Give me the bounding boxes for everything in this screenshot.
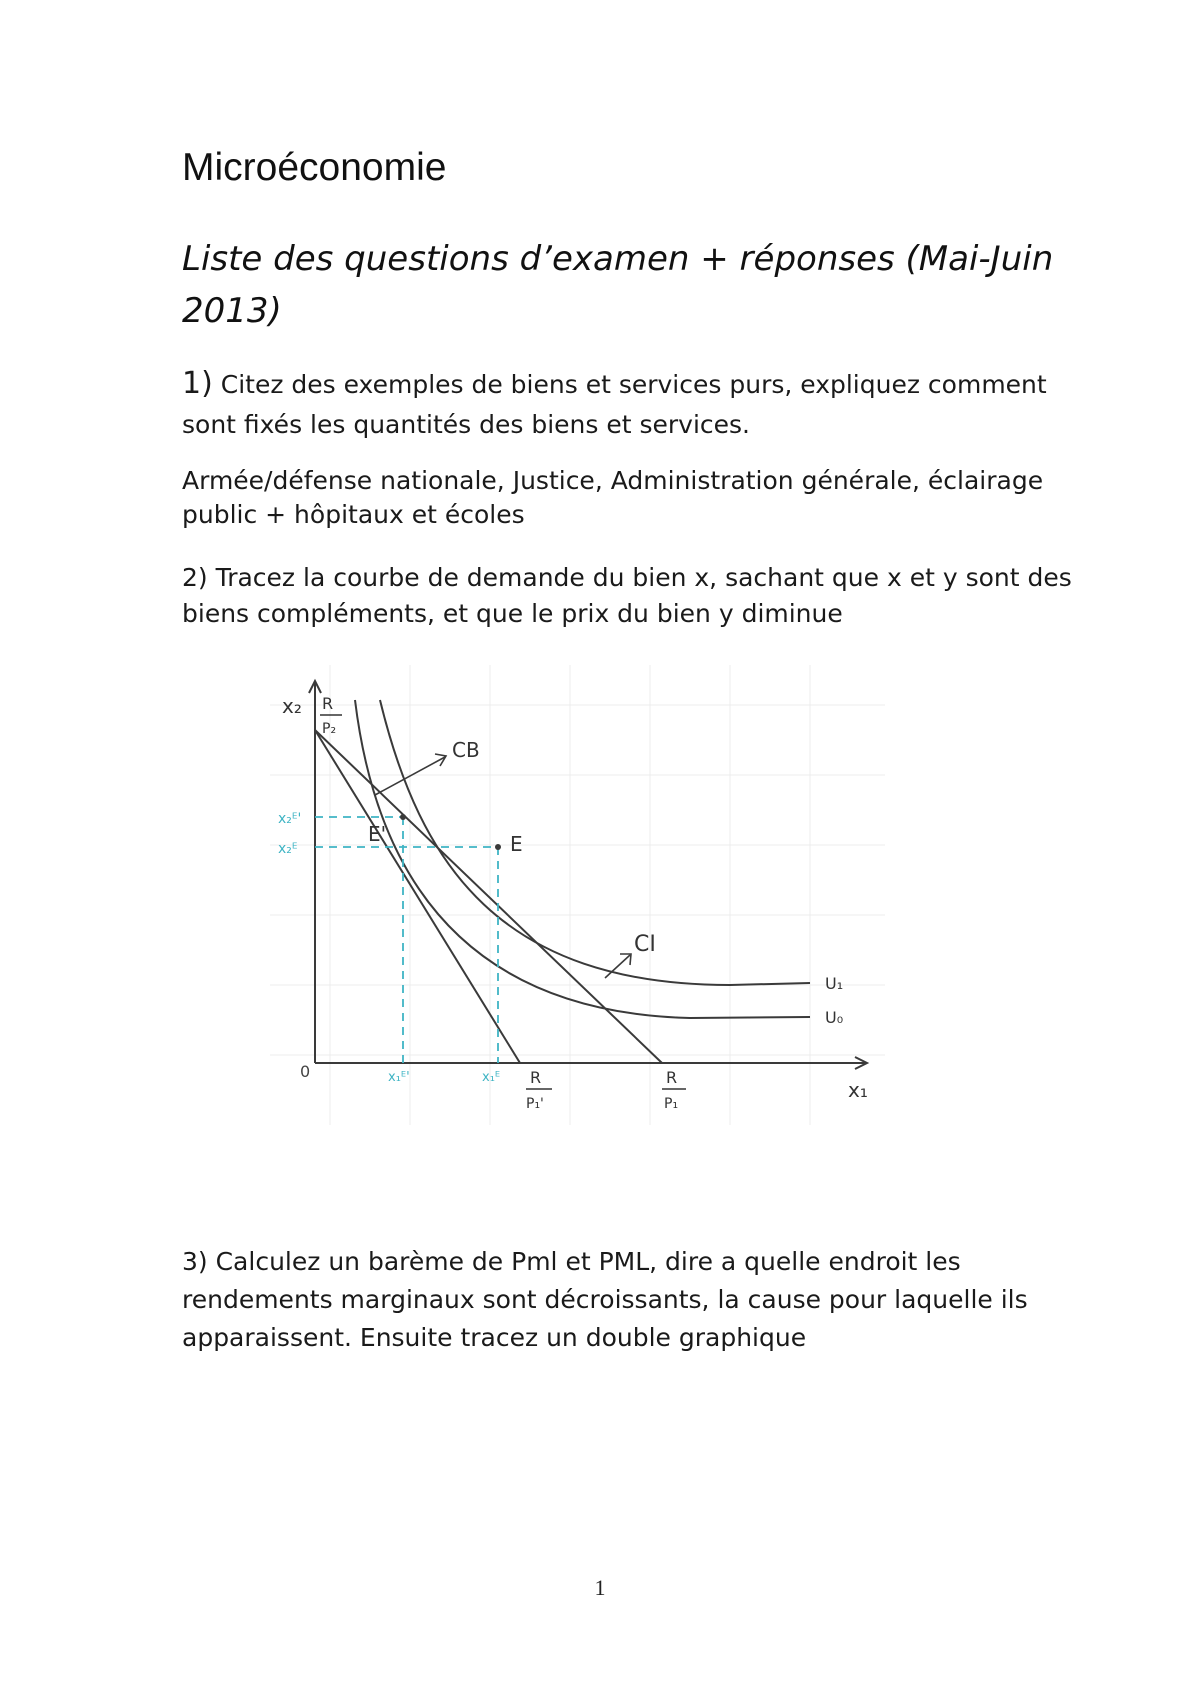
document-title: Microéconomie [182,146,447,189]
point-e [495,844,501,850]
budget-intercept-x1-num: R [530,1068,542,1087]
x-axis-label: x₁ [848,1078,868,1102]
indifference-curve-u0 [355,700,810,1018]
point-e-prime [400,814,406,820]
cb-label: CB [452,738,480,762]
question-3: 3) Calculez un barème de Pml et PML, dire a quelle endroit les rendements marginaux sont décroissants, la cause pour laquelle ils apparaissent. Ensuite tracez un double graphique [182,1247,1028,1352]
tick-x2-label: x₁ᴱ [482,1070,501,1085]
figure-svg [270,665,885,1125]
page-number: 1 [594,1575,606,1600]
budget-intercept-y-num: R [322,694,334,713]
budget-intercept-y-den: P₂ [322,721,337,737]
origin-label: 0 [300,1062,311,1081]
budget-intercept-x1-den: P₁' [526,1096,544,1112]
point-e-label: E [510,832,523,856]
indifference-curve-figure [270,665,885,1125]
question-1-number: 1) [182,366,213,401]
tick-y2-label: x₂ᴱ [278,841,298,857]
point-e-prime-label: E' [368,822,387,846]
tick-y1-label: x₂ᴱ' [278,811,302,827]
dashed-projections [315,817,498,1063]
question-1-text: Citez des exemples de biens et services purs, expliquez comment sont fixés les quantités des biens et services. [182,370,1047,439]
y-axis-label: x₂ [282,694,302,718]
question-2: 2) Tracez la courbe de demande du bien x, sachant que x et y sont des biens compléments, et que le prix du bien y diminue [182,563,1072,628]
answer-1: Armée/défense nationale, Justice, Administration générale, éclairage public + hôpitaux et écoles [182,466,1044,529]
budget-intercept-x2-den: P₁ [664,1096,679,1112]
tick-x1-label: x₁ᴱ' [388,1070,410,1085]
u1-label: U₁ [825,974,844,993]
question-1 [182,364,1102,445]
figure-grid [270,665,885,1125]
ci-label: CI [634,932,656,957]
budget-intercept-x2-num: R [666,1068,678,1087]
u0-label: U₀ [825,1008,844,1027]
document-subtitle: Liste des questions d’examen + réponses (Mai-Juin 2013) [182,239,1054,331]
